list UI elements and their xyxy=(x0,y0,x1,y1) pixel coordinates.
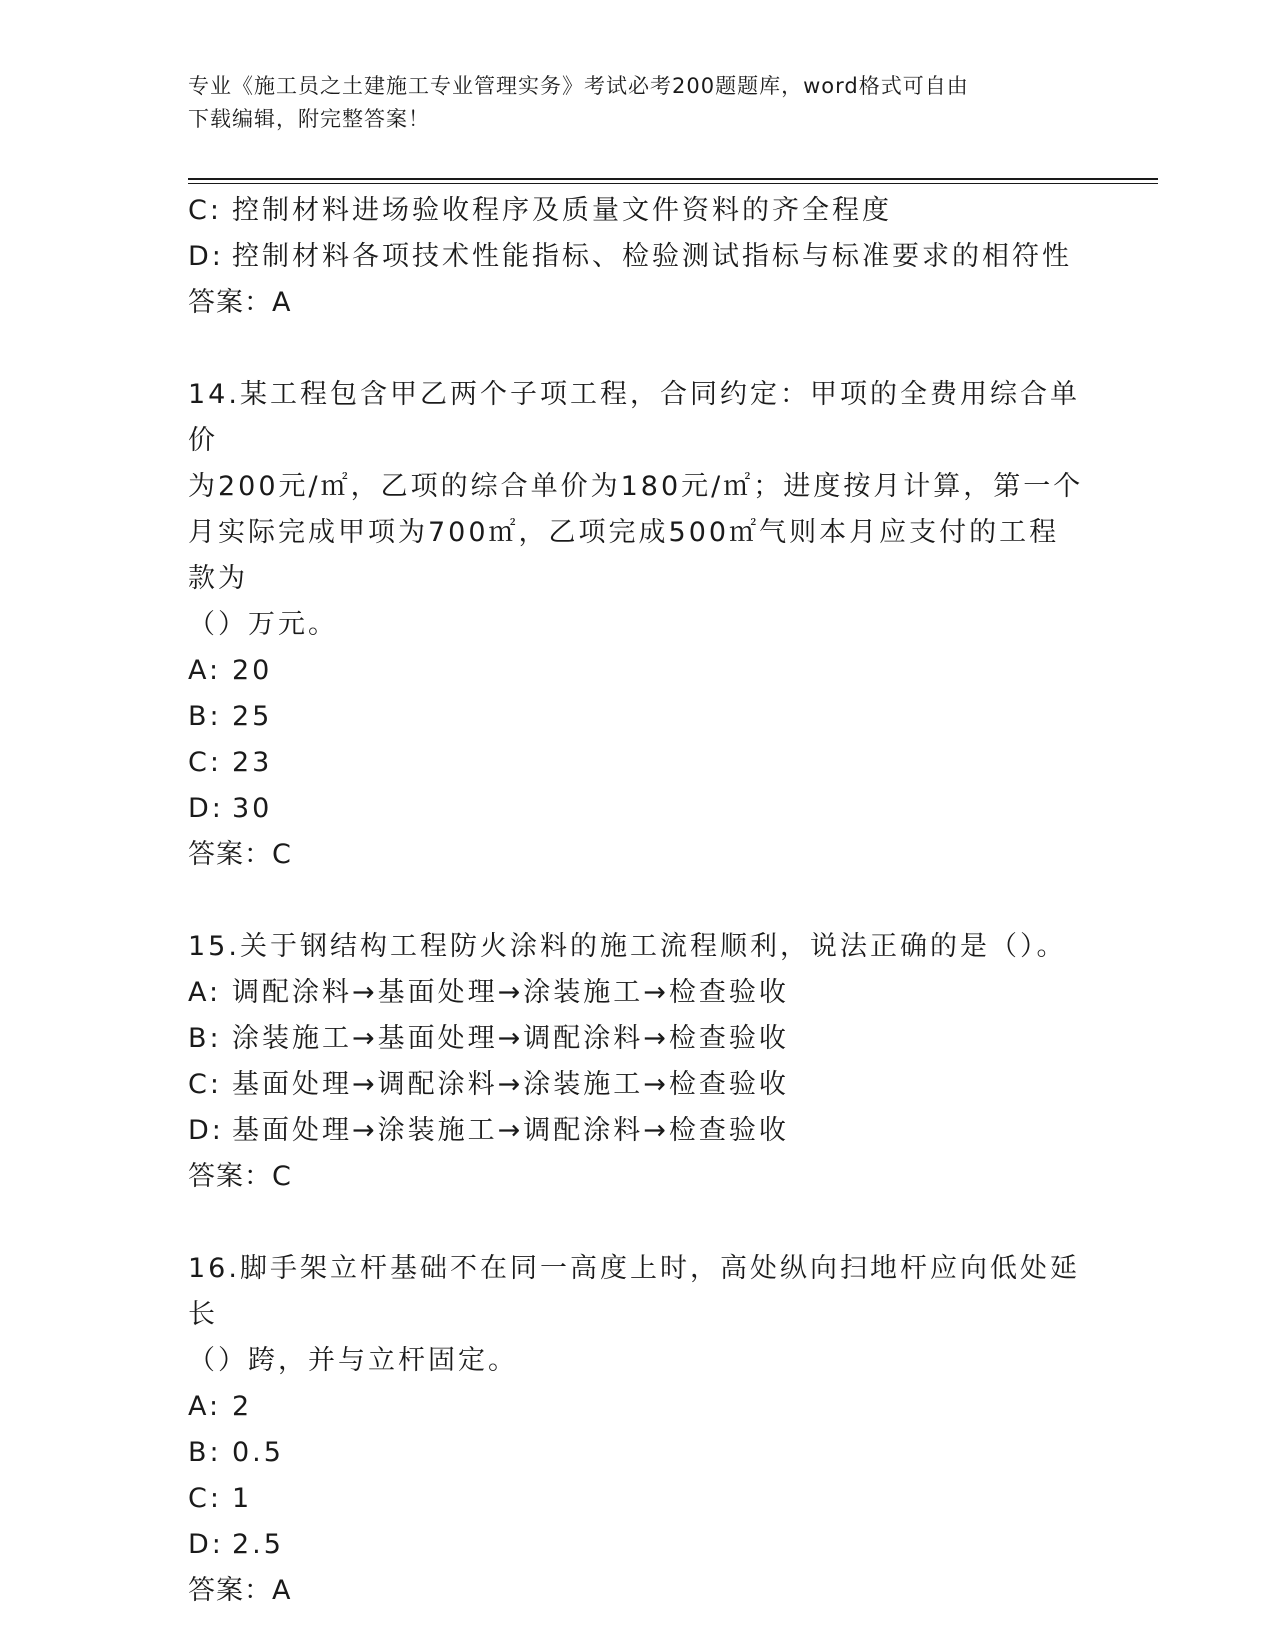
answer: 答案：A xyxy=(188,287,292,318)
option-text: 1 xyxy=(232,1483,253,1514)
header-line-2: 下载编辑，附完整答案！ xyxy=(188,107,430,131)
option-text: 控制材料进场验收程序及质量文件资料的齐全程度 xyxy=(232,195,892,226)
option-key: A: xyxy=(188,977,222,1008)
option-key: B: xyxy=(188,701,222,732)
header-rule-thin xyxy=(188,183,1158,184)
option-text: 调配涂料→基面处理→涂装施工→检查验收 xyxy=(232,977,789,1008)
option-key: C: xyxy=(188,195,222,226)
option-text: 23 xyxy=(232,747,273,778)
option-key: C: xyxy=(188,1483,222,1514)
option-d xyxy=(188,786,1088,832)
option-c xyxy=(188,740,1088,786)
option-key: B: xyxy=(188,1023,222,1054)
option-text: 30 xyxy=(232,793,273,824)
option-text: 0.5 xyxy=(232,1437,284,1468)
question-16 xyxy=(188,1246,1088,1614)
spacer xyxy=(188,1200,1088,1246)
option-text: 2 xyxy=(232,1391,253,1422)
option-key: A: xyxy=(188,1391,222,1422)
option-c xyxy=(188,1062,1088,1108)
answer: 答案：A xyxy=(188,1575,292,1606)
spacer xyxy=(188,878,1088,924)
question-14 xyxy=(188,372,1088,878)
option-key: D: xyxy=(188,241,224,272)
question-stem-line: 为200元/㎡，乙项的综合单价为180元/㎡；进度按月计算，第一个 xyxy=(188,471,1084,502)
option-key: D: xyxy=(188,1115,224,1146)
option-text: 控制材料各项技术性能指标、检验测试指标与标准要求的相符性 xyxy=(232,241,1072,272)
question-stem-line: （）万元。 xyxy=(188,609,338,640)
question-stem-line: （）跨，并与立杆固定。 xyxy=(188,1345,518,1376)
option-text: 2.5 xyxy=(232,1529,284,1560)
document-header xyxy=(188,70,1068,136)
option-d xyxy=(188,1108,1088,1154)
option-text: 涂装施工→基面处理→调配涂料→检查验收 xyxy=(232,1023,789,1054)
header-line-1: 专业《施工员之土建施工专业管理实务》考试必考200题题库，word格式可自由 xyxy=(188,74,969,98)
option-b xyxy=(188,694,1088,740)
question-content xyxy=(188,188,1088,1614)
spacer xyxy=(188,326,1088,372)
option-text: 25 xyxy=(232,701,273,732)
option-text: 20 xyxy=(232,655,273,686)
option-key: B: xyxy=(188,1437,222,1468)
option-b xyxy=(188,1430,1088,1476)
question-stem-line: 16.脚手架立杆基础不在同一高度上时，高处纵向扫地杆应向低处延长 xyxy=(188,1253,1080,1330)
answer: 答案：C xyxy=(188,839,292,870)
question-stem-line: 15.关于钢结构工程防火涂料的施工流程顺利，说法正确的是（）。 xyxy=(188,931,1067,962)
prev-question-block xyxy=(188,188,1088,326)
option-text: 基面处理→调配涂料→涂装施工→检查验收 xyxy=(232,1069,789,1100)
option-a xyxy=(188,970,1088,1016)
question-15 xyxy=(188,924,1088,1200)
question-stem-line: 14.某工程包含甲乙两个子项工程，合同约定：甲项的全费用综合单价 xyxy=(188,379,1080,456)
option-b xyxy=(188,1016,1088,1062)
option-a xyxy=(188,648,1088,694)
option-key: D: xyxy=(188,793,224,824)
answer: 答案：C xyxy=(188,1161,292,1192)
option-a xyxy=(188,1384,1088,1430)
option-key: D: xyxy=(188,1529,224,1560)
option-key: C: xyxy=(188,747,222,778)
option-c xyxy=(188,1476,1088,1522)
option-d xyxy=(188,234,1088,280)
header-rule-thick xyxy=(188,178,1158,180)
option-c xyxy=(188,188,1088,234)
option-d xyxy=(188,1522,1088,1568)
option-text: 基面处理→涂装施工→调配涂料→检查验收 xyxy=(232,1115,789,1146)
question-stem-line: 月实际完成甲项为700㎡，乙项完成500㎡气则本月应支付的工程款为 xyxy=(188,517,1060,594)
option-key: A: xyxy=(188,655,222,686)
option-key: C: xyxy=(188,1069,222,1100)
